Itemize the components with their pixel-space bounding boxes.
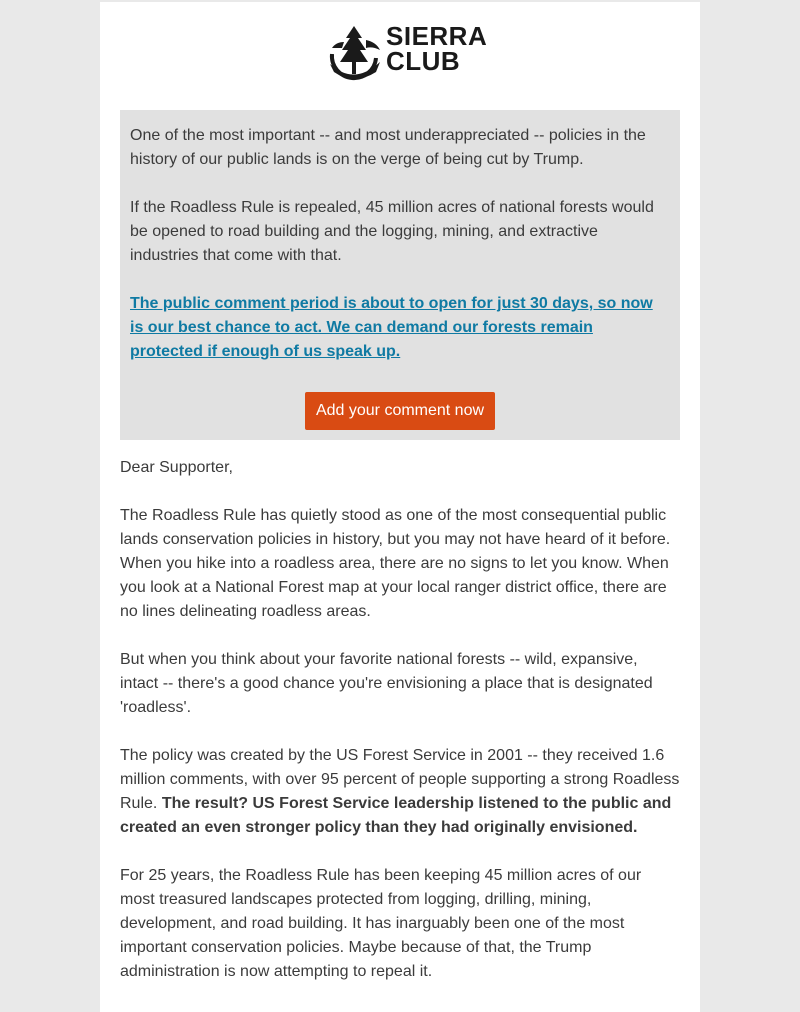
email-container bbox=[100, 2, 700, 1012]
callout-paragraph-2: If the Roadless Rule is repealed, 45 million acres of national forests would be opened to road building and the logging, mining, and extractive industries that come with that. bbox=[130, 199, 654, 264]
body-paragraph-4: For 25 years, the Roadless Rule has been keeping 45 million acres of our most treasured landscapes protected from logging, drilling, mining, development, and road building. It has inarguably been one of the most important conservation policies. Maybe because of that, the Trump administration is now attempting to repeal it. bbox=[120, 867, 642, 980]
body-paragraph-3 bbox=[120, 744, 680, 840]
body-paragraph-2: But when you think about your favorite national forests -- wild, expansive, intact -- there's a good chance you're envisioning a place that is designated 'roadless'. bbox=[120, 651, 653, 716]
sierra-club-logo[interactable] bbox=[326, 21, 488, 82]
logo-line-2: CLUB bbox=[386, 46, 461, 76]
paragraph-3-bold: The result? US Forest Service leadership listened to the public and created an even stronger policy than they had originally envisioned. bbox=[120, 795, 672, 836]
greeting: Dear Supporter, bbox=[120, 459, 233, 476]
logo-wordmark bbox=[386, 21, 488, 76]
logo-line-1: SIERRA bbox=[386, 21, 488, 51]
paragraph-3-text: The policy was created by the US Forest Service in 2001 -- they received 1.6 million comments, with over 95 percent of people supporting a strong Roadless Rule. bbox=[120, 747, 680, 812]
callout-paragraph-1: One of the most important -- and most underappreciated -- policies in the history of our public lands is on the verge of being cut by Trump. bbox=[130, 127, 646, 168]
callout-box bbox=[120, 110, 680, 440]
comment-period-link[interactable]: The public comment period is about to open for just 30 days, so now is our best chance to act. We can demand our forests remain protected if enough of us speak up. bbox=[130, 295, 653, 360]
letter-body bbox=[120, 456, 680, 984]
add-comment-button[interactable]: Add your comment now bbox=[305, 392, 495, 430]
callout-paragraph-3 bbox=[130, 292, 670, 364]
callout-content bbox=[130, 124, 670, 364]
body-paragraph-1: The Roadless Rule has quietly stood as one of the most consequential public lands conservation policies in history, but you may not have heard of it before. When you hike into a roadless area, there are no signs to let you know. When you look at a National Forest map at your local ranger district office, there are no lines delineating roadless areas. bbox=[120, 507, 671, 620]
tree-icon bbox=[326, 24, 384, 82]
